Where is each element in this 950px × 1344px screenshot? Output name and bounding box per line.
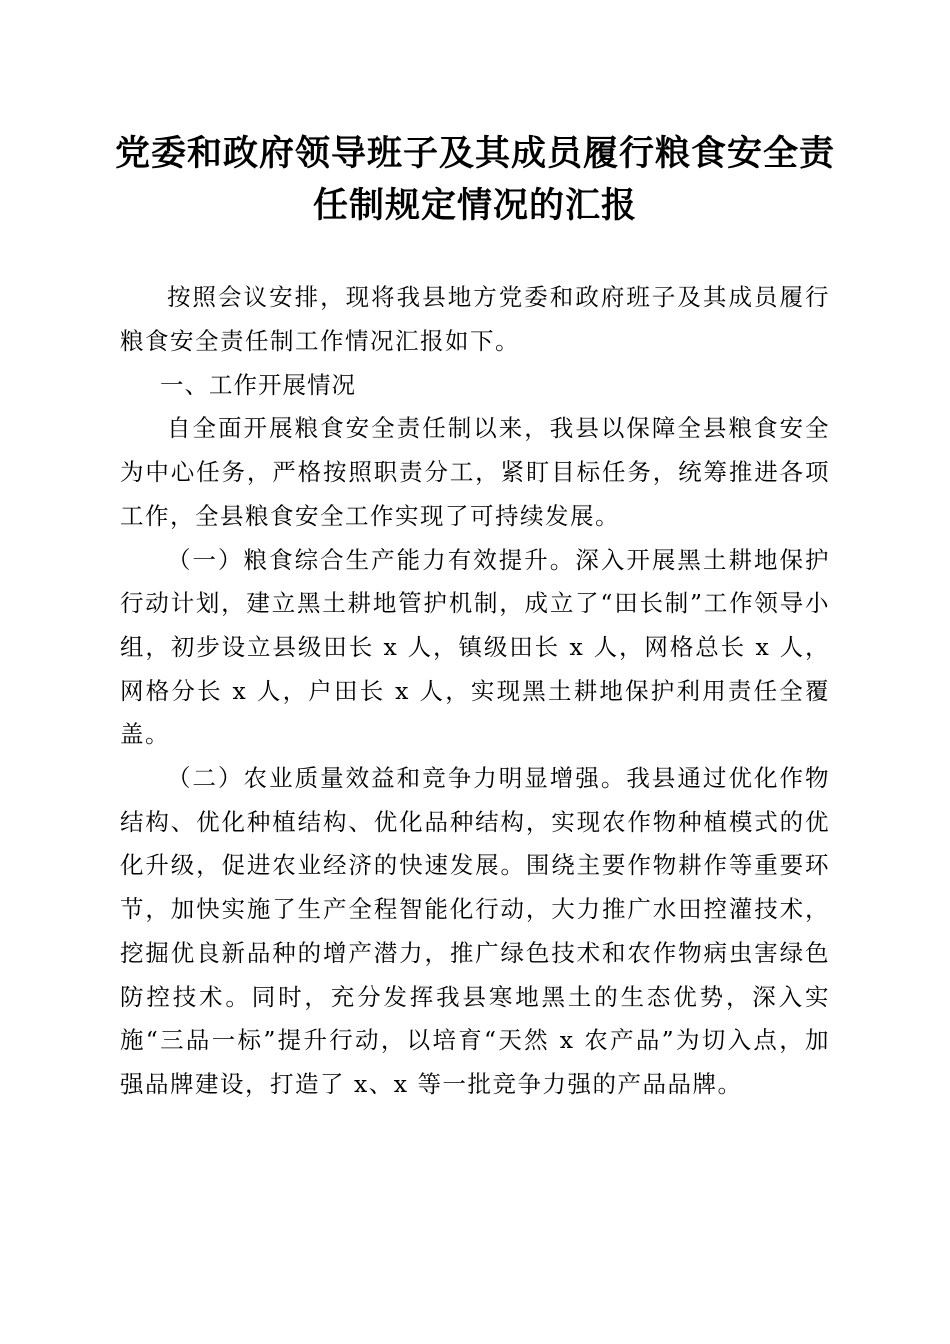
section-heading-1: 一、工作开展情况 bbox=[160, 371, 356, 400]
subsection-1-paragraph: （一）粮食综合生产能力有效提升。深入开展黑土耕地保护行动计划，建立黑土耕地管护机制，成立了“田长制”工作领导小组，初步设立县级田长 x 人，镇级田长 x 人，网格总长 x 人，网格分长 x 人，户田长 x 人，实现黑土耕地保护利用责任全覆盖。 bbox=[120, 545, 830, 749]
title-line-2: 任制规定情况的汇报 bbox=[312, 185, 637, 226]
document-title bbox=[100, 128, 850, 232]
title-line-1: 党委和政府领导班子及其成员履行粮食安全责 bbox=[114, 133, 835, 174]
document-body bbox=[120, 276, 830, 1107]
section-1-paragraph: 自全面开展粮食安全责任制以来，我县以保障全县粮食安全为中心任务，严格按照职责分工，紧盯目标任务，统筹推进各项工作，全县粮食安全工作实现了可持续发展。 bbox=[120, 414, 830, 530]
intro-paragraph: 按照会议安排，现将我县地方党委和政府班子及其成员履行粮食安全责任制工作情况汇报如下。 bbox=[120, 283, 830, 355]
subsection-2-paragraph: （二）农业质量效益和竞争力明显增强。我县通过优化作物结构、优化种植结构、优化品种结构，实现农作物种植模式的优化升级，促进农业经济的快速发展。围绕主要作物耕作等重要环节，加快实施了生产全程智能化行动，大力推广水田控灌技术，挖掘优良新品种的增产潜力，推广绿色技术和农作物病虫害绿色防控技术。同时，充分发挥我县寒地黑土的生态优势，深入实施“三品一标”提升行动，以培育“天然 x 农产品”为切入点，加强品牌建设，打造了 x、x 等一批竞争力强的产品品牌。 bbox=[120, 764, 830, 1098]
